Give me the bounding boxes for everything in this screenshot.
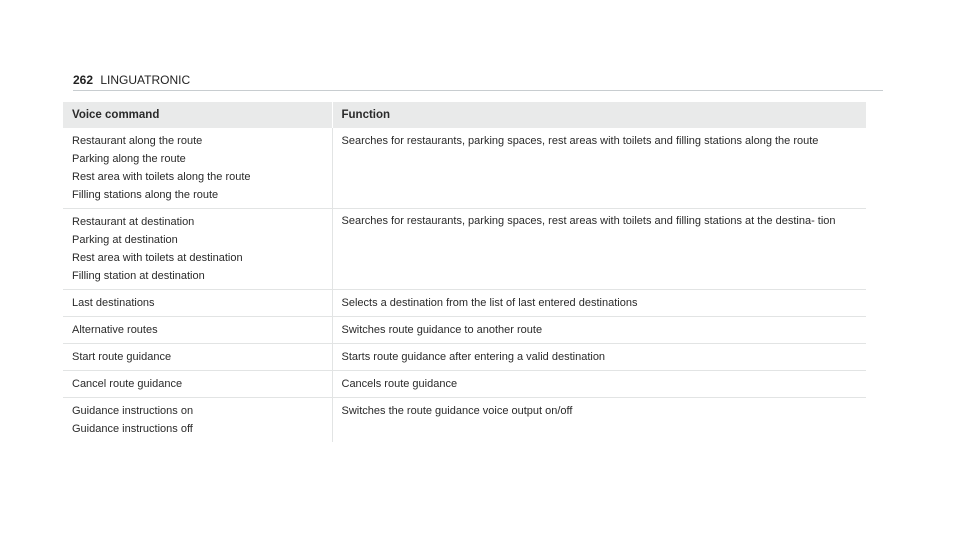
page-header xyxy=(73,72,883,91)
function-cell: Searches for restaurants, parking spaces, rest areas with toilets and filling stations along the route xyxy=(332,128,866,209)
table-row xyxy=(63,128,866,209)
voice-command-cell xyxy=(63,209,332,290)
table-row xyxy=(63,317,866,344)
column-header-function: Function xyxy=(332,102,866,128)
voice-command-cell: Alternative routes xyxy=(63,317,332,344)
voice-command: Restaurant at destination xyxy=(72,216,195,228)
voice-command: Filling station at destination xyxy=(72,270,205,282)
voice-command: Guidance instructions off xyxy=(72,423,193,435)
function-cell: Switches route guidance to another route xyxy=(332,317,866,344)
voice-command-cell: Last destinations xyxy=(63,290,332,317)
section-title: LINGUATRONIC xyxy=(100,73,191,87)
column-header-voice-command: Voice command xyxy=(63,102,332,128)
voice-command-cell xyxy=(63,128,332,209)
function-cell: Starts route guidance after entering a valid destination xyxy=(332,344,866,371)
table-row xyxy=(63,398,866,443)
function-cell xyxy=(332,209,866,290)
table-row xyxy=(63,209,866,290)
function-cell: Switches the route guidance voice output on/off xyxy=(332,398,866,443)
table-row xyxy=(63,371,866,398)
voice-command: Rest area with toilets at destination xyxy=(72,252,243,264)
voice-command: Guidance instructions on xyxy=(72,405,194,417)
voice-command-cell: Cancel route guidance xyxy=(63,371,332,398)
voice-command: Parking at destination xyxy=(72,234,178,246)
table-header-row xyxy=(63,102,866,128)
voice-command: Rest area with toilets along the route xyxy=(72,171,251,183)
table-row xyxy=(63,290,866,317)
table-row xyxy=(63,344,866,371)
voice-command: Restaurant along the route xyxy=(72,135,203,147)
function-cell: Cancels route guidance xyxy=(332,371,866,398)
function-text: Searches for restaurants, parking spaces, rest areas with toilets and filling stations at the destina- tion xyxy=(341,215,836,227)
voice-command: Parking along the route xyxy=(72,153,186,165)
page-number: 262 xyxy=(73,73,94,87)
voice-command-cell: Start route guidance xyxy=(63,344,332,371)
voice-command-cell xyxy=(63,398,332,443)
voice-command: Filling stations along the route xyxy=(72,189,219,201)
function-cell: Selects a destination from the list of last entered destinations xyxy=(332,290,866,317)
voice-command-table xyxy=(63,102,866,442)
